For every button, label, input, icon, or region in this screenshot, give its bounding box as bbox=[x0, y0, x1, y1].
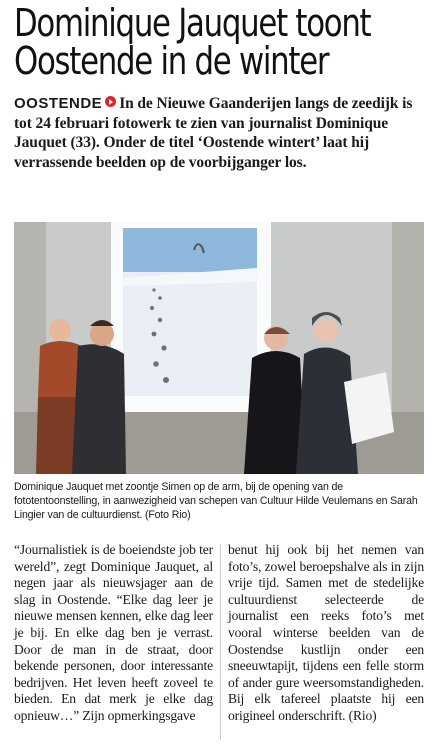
lead-text: In de Nieuwe Gaanderijen langs de zeedijk is tot 24 februari fotowerk te zien van journalist Dominique Jauquet (33). Onder de titel ‘Oostende wintert’ laat hij verrassende beelden op de voorbijganger los. bbox=[14, 95, 413, 171]
kicker: OOSTENDE bbox=[14, 95, 103, 112]
lead-paragraph bbox=[14, 94, 424, 172]
column-divider bbox=[220, 544, 221, 740]
photo bbox=[14, 222, 424, 474]
body-column-right: benut hij ook bij het nemen van foto’s, zowel beroepshalve als in zijn vrije tijd. Samen met de stedelijke cultuurdienst selecteerde de journalist een reeks foto’s met vooral winterse beelden van de Oostendse kustlijn onder een sneeuwtapijt, tijdens een felle storm of ander gure weersomstandigheden. Bij elk tafereel plaatste hij een origineel onderschrift. (Rio) bbox=[228, 542, 424, 723]
photo-caption: Dominique Jauquet met zoontje Simen op de arm, bij de opening van de fototentoonstelling, in aanwezigheid van schepen van Cultuur Hilde Veulemans en Sarah Lingier van de cultuurdienst. (Foto Rio) bbox=[14, 481, 418, 521]
play-icon bbox=[105, 96, 116, 107]
headline: Dominique Jauquet toont Oostende in de winter bbox=[14, 1, 371, 83]
body-column-left: “Journalistiek is de boeiendste job ter wereld”, zegt Dominique Jauquet, al negen jaar als nieuwsjager aan de slag in Oostende. “Elke dag leer je nieuwe mensen kennen, elke dag leer je bij. En elke dag ben je verrast. Door de man in de straat, door bekende personen, door interessante bedrijven. Het leven heeft zoveel te bieden. En dat merk je elke dag opnieuw…” Zijn opmerkingsgave bbox=[14, 542, 213, 723]
